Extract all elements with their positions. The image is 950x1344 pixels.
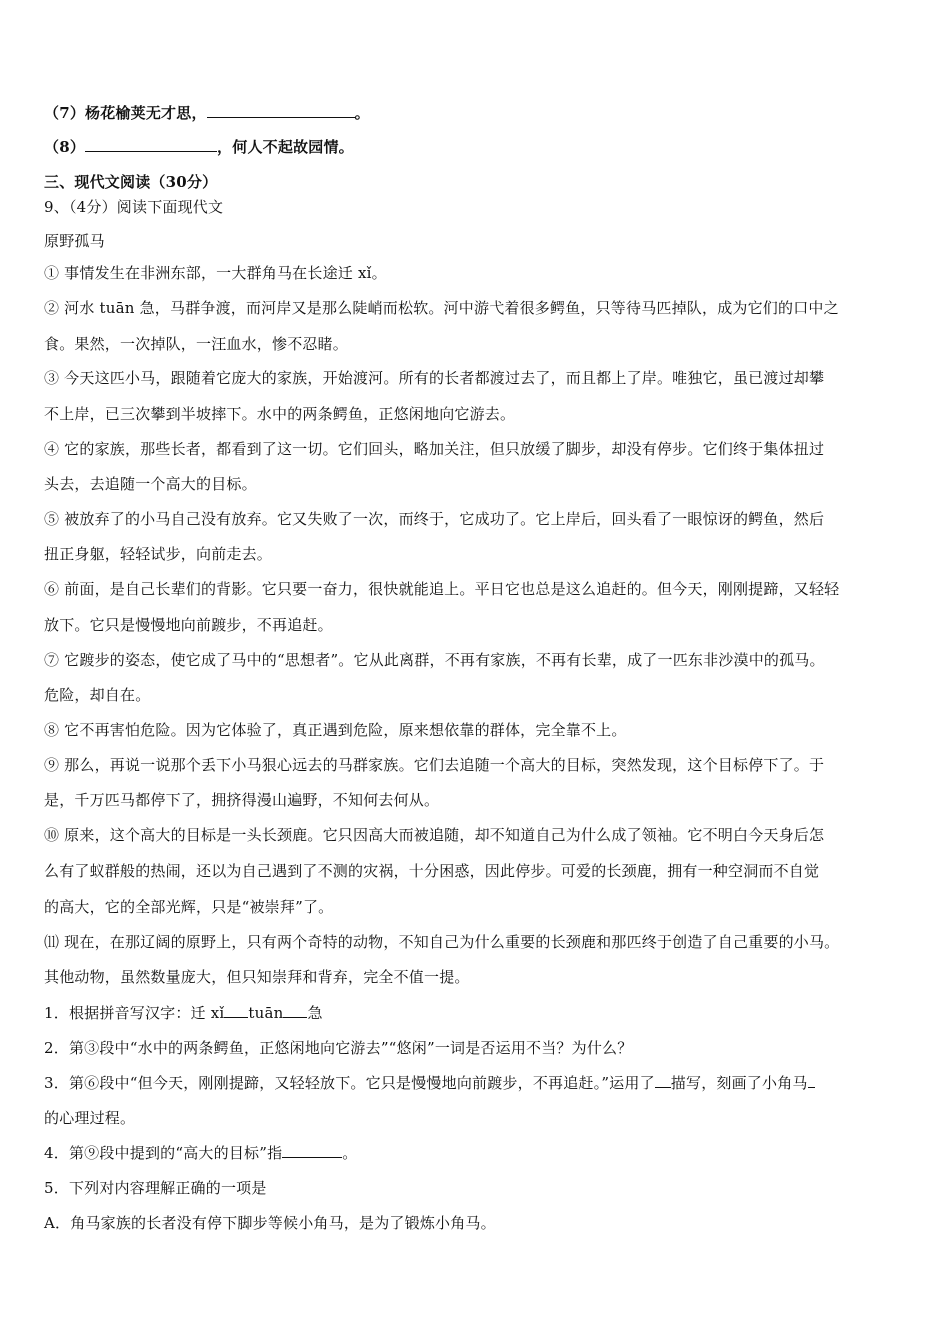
question-1: 1．根据拼音写汉字：迁 xǐ tuān 急 [44,1004,323,1022]
q7-blank[interactable] [207,103,355,118]
passage-line: 头去，去追随一个高大的目标。 [44,475,257,493]
fill-in-q8 [44,136,916,158]
passage-line: 么有了蚁群般的热闹，还以为自己遇到了不测的灾祸，十分困惑，因此停步。可爱的长颈鹿，拥有一种空洞而不自觉 [44,862,820,880]
passage-line: ④ 它的家族，那些长者，都看到了这一切。它们回头，略加关注，但只放缓了脚步，却没有停步。它们终于集体扭过 [44,440,825,458]
passage-line: ① 事情发生在非洲东部，一大群角马在长途迁 xǐ。 [44,264,387,282]
passage-line: 危险，却自在。 [44,686,151,704]
q7-suffix: 。 [354,104,370,122]
q3-blank-1[interactable] [655,1073,671,1088]
q1-blank-2[interactable] [283,1003,307,1018]
question-9-intro: 9、（4分）阅读下面现代文 [44,198,224,216]
passage-line: ⑦ 它踱步的姿态，使它成了马中的“思想者”。它从此离群，不再有家族，不再有长辈，成了一匹东非沙漠中的孤马。 [44,651,825,669]
question-4: 4．第⑨段中提到的“高大的目标”指 。 [44,1144,358,1162]
q1-blank-1[interactable] [224,1003,248,1018]
passage-line: 是，千万匹马都停下了，拥挤得漫山遍野，不知何去何从。 [44,791,440,809]
passage-title: 原野孤马 [44,232,105,250]
q7-prefix: （7）杨花榆荚无才思， [44,104,207,122]
passage-line: ⑧ 它不再害怕危险。因为它体验了，真正遇到危险，原来想依靠的群体，完全靠不上。 [44,721,627,739]
passage-line: ② 河水 tuān 急，马群争渡，而河岸又是那么陡峭而松软。河中游弋着很多鳄鱼，只等待马匹掉队，成为它们的口中之 [44,299,839,317]
q8-prefix: （8） [44,138,86,156]
fill-in-q7 [44,102,916,124]
section-heading: 三、现代文阅读（30分） [44,173,218,191]
passage-line: 放下。它只是慢慢地向前踱步，不再追赶。 [44,616,333,634]
question-3-line1: 3．第⑥段中“但今天，刚刚提蹄，又轻轻放下。它只是慢慢地向前踱步，不再追赶。”运用了 描写，刻画了小角马 [44,1072,916,1094]
passage-line: 的高大，它的全部光辉，只是“被崇拜”了。 [44,898,334,916]
q8-blank[interactable] [85,137,217,152]
passage-line: ⑤ 被放弃了的小马自己没有放弃。它又失败了一次，而终于，它成功了。它上岸后，回头看了一眼惊讶的鳄鱼，然后 [44,510,825,528]
question-5: 5．下列对内容理解正确的一项是 [44,1179,267,1197]
passage-line: 食。果然，一次掉队，一汪血水，惨不忍睹。 [44,335,349,353]
question-2: 2．第③段中“水中的两条鳄鱼，正悠闲地向它游去”“悠闲”一词是否运用不当？为什么？ [44,1039,633,1057]
passage-line: ③ 今天这匹小马，跟随着它庞大的家族，开始渡河。所有的长者都渡过去了，而且都上了岸。唯独它，虽已渡过却攀 [44,369,825,387]
passage-line: ⑥ 前面，是自己长辈们的背影。它只要一奋力，很快就能追上。平日它也总是这么追赶的。但今天，刚刚提蹄，又轻轻 [44,580,840,598]
passage-line: ⑨ 那么，再说一说那个丢下小马狠心远去的马群家族。它们去追随一个高大的目标，突然发现，这个目标停下了。于 [44,756,825,774]
passage-line: 扭正身躯，轻轻试步，向前走去。 [44,545,273,563]
q8-suffix: ，何人不起故园情。 [217,138,354,156]
passage-line: 其他动物，虽然数量庞大，但只知崇拜和背弃，完全不值一提。 [44,968,470,986]
passage-line: ⑩ 原来，这个高大的目标是一头长颈鹿。它只因高大而被追随，却不知道自己为什么成了领袖。它不明白今天身后怎 [44,826,825,844]
passage-line: ⑾ 现在，在那辽阔的原野上，只有两个奇特的动物，不知自己为什么重要的长颈鹿和那匹终于创造了自己重要的小马。 [44,933,840,951]
q3-blank-2[interactable] [808,1073,815,1088]
passage-line: 不上岸，已三次攀到半坡摔下。水中的两条鳄鱼，正悠闲地向它游去。 [44,405,516,423]
q4-blank[interactable] [282,1143,342,1158]
question-3-line2: 的心理过程。 [44,1109,136,1127]
question-5-option-a[interactable]: A．角马家族的长者没有停下脚步等候小角马，是为了锻炼小角马。 [44,1214,496,1232]
